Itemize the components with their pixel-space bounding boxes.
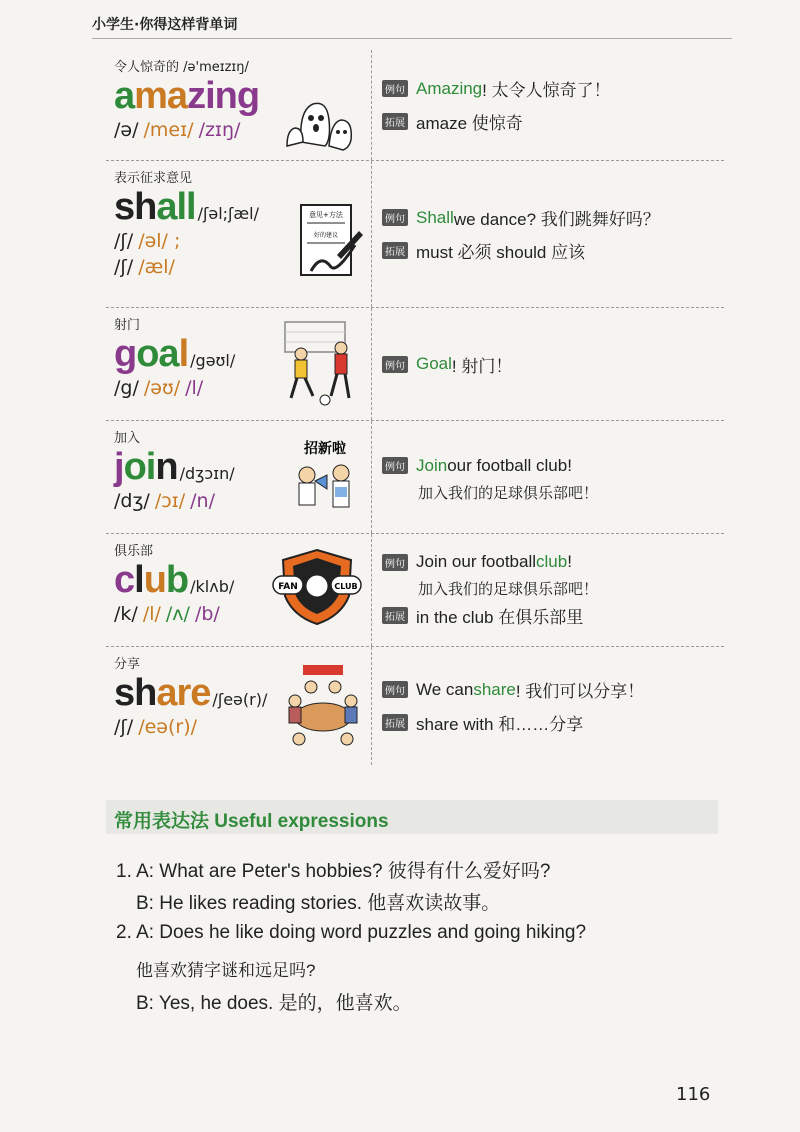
- example-sentence: [382, 552, 724, 572]
- extension-tag: 拓展: [382, 113, 408, 130]
- extension-text: in the club 在俱乐部里: [416, 608, 584, 627]
- example-cell: [372, 161, 724, 307]
- example-tag: 例句: [382, 356, 408, 373]
- headword: join: [114, 446, 178, 488]
- example-text: Join our football: [416, 552, 537, 571]
- phonic: /əl/ ;: [138, 230, 181, 252]
- example-sentence: [382, 456, 724, 476]
- section-title: 常用表达法 Useful expressions: [114, 811, 389, 832]
- highlight-word: Amazing: [416, 78, 483, 98]
- word-cell: [106, 308, 372, 420]
- extension-tag: 拓展: [382, 714, 408, 731]
- example-text: We can: [416, 679, 474, 699]
- headword: club: [114, 559, 189, 601]
- word-row-goal: [106, 308, 724, 421]
- example-tag: 例句: [382, 554, 408, 571]
- ipa: /ʃəl;ʃæl/: [197, 204, 259, 223]
- fan-club-badge-icon: [271, 546, 363, 626]
- example-text: ! 太令人惊奇了！: [482, 81, 611, 100]
- word-cell: [106, 421, 372, 533]
- example-text: ! 我们可以分享！: [515, 682, 645, 701]
- phonic: /ʌ/: [165, 603, 190, 625]
- word-cell: [106, 161, 372, 307]
- extension-text: amaze 使惊奇: [416, 114, 523, 133]
- phonic: /zɪŋ/: [198, 119, 241, 141]
- ipa: /klʌb/: [190, 577, 235, 596]
- phonic: /ʃ/: [114, 256, 134, 278]
- notepad-pen-illustration: [297, 201, 363, 281]
- phonic: /meɪ/: [143, 119, 194, 141]
- example-text: we dance? 我们跳舞好吗？: [453, 210, 660, 229]
- svg-text:好的建议: 好的建议: [313, 232, 339, 239]
- dialogue-line: 1. A: What are Peter's hobbies? 彼得有什么爱好吗?: [116, 861, 551, 882]
- highlight-word: Goal: [416, 354, 452, 373]
- example-cell: [372, 534, 724, 646]
- headword: amazing: [114, 75, 260, 117]
- highlight-word: Join: [416, 455, 448, 475]
- section-band: [106, 800, 718, 834]
- phonic: /g/: [114, 377, 139, 399]
- dialogue-line: B: He likes reading stories. 他喜欢读故事。: [136, 893, 501, 914]
- svg-text:招新啦: 招新啦: [304, 441, 346, 457]
- extension-tag: 拓展: [382, 242, 408, 259]
- word-cell: [106, 534, 372, 646]
- example-tag: 例句: [382, 457, 408, 474]
- sharing-table-illustration: [281, 661, 363, 753]
- phonic: /ɔɪ/: [154, 490, 186, 512]
- phonic: /l/: [185, 377, 204, 399]
- highlight-word: Shall: [416, 207, 454, 227]
- word-meaning: 令人惊奇的 /ə'meɪzɪŋ/: [114, 60, 249, 75]
- extension-tag: 拓展: [382, 607, 408, 624]
- ipa: /dʒɔɪn/: [179, 464, 235, 483]
- phonic: /b/: [194, 603, 220, 625]
- svg-text:FAN: FAN: [278, 582, 298, 592]
- vocabulary-table: [106, 50, 724, 765]
- word-meaning: 射门: [114, 318, 141, 333]
- example-text: ! 射门！: [451, 356, 513, 376]
- phonic: /l/: [142, 603, 161, 625]
- example-cell: [372, 421, 724, 533]
- word-row-shall: [106, 161, 724, 308]
- extension-text: must 必须 should 应该: [416, 243, 586, 262]
- dialogue-line: 他喜欢猜字谜和远足吗?: [136, 961, 316, 980]
- page-number: 116: [676, 1084, 711, 1105]
- word-row-join: [106, 421, 724, 534]
- svg-text:CLUB: CLUB: [334, 582, 358, 591]
- word-row-club: [106, 534, 724, 647]
- recruitment-illustration: [287, 439, 363, 519]
- phonic: /ə/: [114, 119, 139, 141]
- example-cell: [372, 308, 724, 420]
- ipa: /ʃeə(r)/: [212, 690, 268, 709]
- word-row-amazing: [106, 50, 724, 161]
- svg-text:意见+方法: 意见+方法: [309, 211, 343, 219]
- word-meaning: 加入: [114, 431, 141, 446]
- word-meaning: 分享: [114, 657, 141, 672]
- example-text: !: [567, 552, 572, 571]
- word-cell: [106, 50, 372, 160]
- example-tag: 例句: [382, 80, 408, 97]
- example-translation: 加入我们的足球俱乐部吧！: [418, 580, 599, 598]
- word-row-share: [106, 647, 724, 765]
- highlight-word: share: [473, 679, 516, 699]
- running-header: 小学生·你得这样背单词: [92, 17, 238, 33]
- highlight-word: club: [536, 552, 568, 571]
- extension: [382, 710, 724, 735]
- example-cell: [372, 50, 724, 160]
- ghost-illustration: [283, 80, 363, 152]
- headword: shall: [114, 186, 196, 228]
- phonic: /æl/: [138, 256, 175, 278]
- example-text: our football club!: [447, 455, 572, 475]
- extension-text: share with 和……分享: [416, 715, 584, 734]
- dialogue-line: 2. A: Does he like doing word puzzles and going hiking?: [116, 922, 587, 943]
- headword: share: [114, 672, 211, 714]
- example-sentence: [382, 352, 724, 377]
- phonic: /əʊ/: [143, 377, 181, 399]
- extension: [382, 238, 724, 263]
- phonic: /eə(r)/: [138, 716, 198, 738]
- word-cell: [106, 647, 372, 765]
- headword: goal: [114, 333, 189, 375]
- word-meaning: 俱乐部: [114, 544, 154, 559]
- phonic: /n/: [190, 490, 216, 512]
- phonic: /ʃ/: [114, 716, 134, 738]
- example-cell: [372, 647, 724, 765]
- example-sentence: [382, 76, 724, 101]
- extension: [382, 109, 724, 134]
- example-translation: 加入我们的足球俱乐部吧！: [418, 483, 599, 502]
- ipa: /gəʊl/: [190, 351, 236, 370]
- example-sentence: [382, 677, 724, 702]
- example-tag: 例句: [382, 681, 408, 698]
- example-tag: 例句: [382, 209, 408, 226]
- word-meaning: 表示征求意见: [114, 171, 193, 186]
- extension: [382, 603, 724, 628]
- phonic: /dʒ/: [114, 490, 150, 512]
- header-rule: [92, 38, 732, 39]
- example-sentence: [382, 205, 724, 230]
- dialogue-line: B: Yes, he does. 是的，他喜欢。: [136, 993, 412, 1014]
- football-players-illustration: [283, 318, 363, 410]
- phonic: /ʃ/: [114, 230, 134, 252]
- phonic: /k/: [114, 603, 138, 625]
